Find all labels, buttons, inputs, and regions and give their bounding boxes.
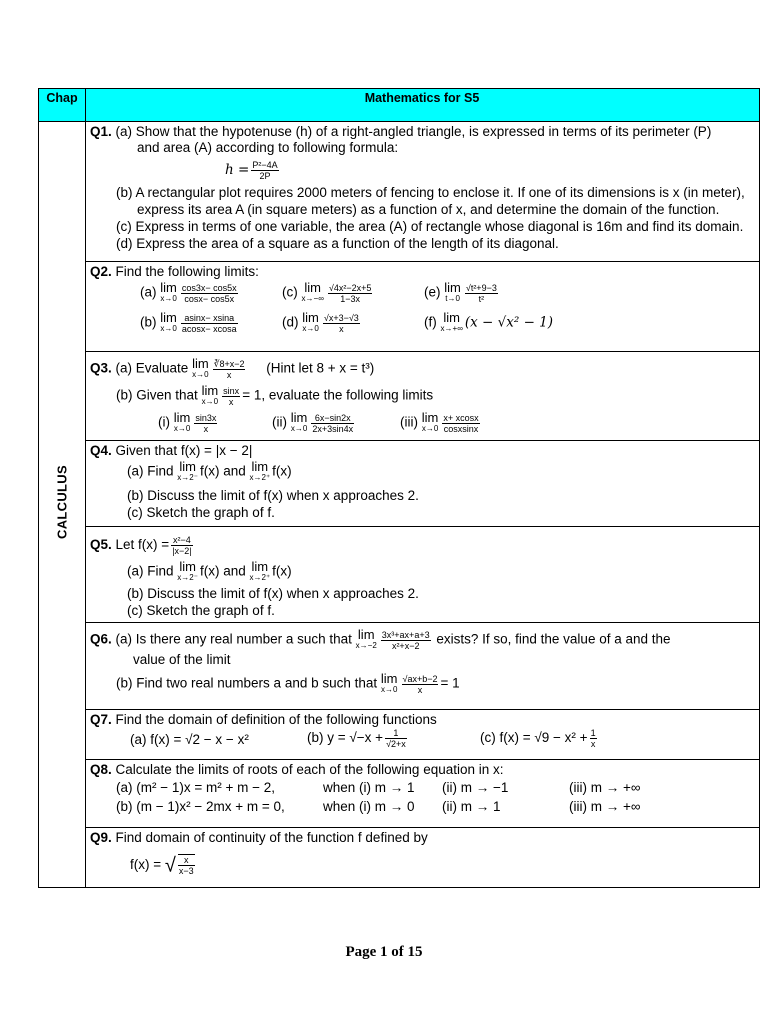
- q8-a-case-i: when (i) m → 1: [323, 780, 415, 795]
- question-q3: [85, 352, 759, 441]
- header-title: Mathematics for S5: [364, 91, 480, 105]
- q2-limit-e: (e) lim t→0 $\frac{\text{√t²+9−3}}{\text{t²}}$: [424, 280, 497, 304]
- q3-part-b: (b) Given that lim x→0 $\frac{\sin x}{x}$ = 1, evaluate the following limits: [116, 383, 434, 407]
- q7-function-b: (b) y = √−x + $\frac{1}{√2+x}$: [307, 728, 406, 749]
- q6-part-a2: value of the limit: [133, 652, 231, 667]
- q8-b-case-i: when (i) m → 0: [323, 799, 415, 814]
- q1-line-a1: Q1. (a) Show that the hypotenuse (h) of a right-angled triangle, is expressed in terms of its perimeter (P): [90, 124, 712, 139]
- q1-line-b1: (b) A rectangular plot requires 2000 meters of fencing to enclose it. If one of its dimensions is x (in meter),: [116, 185, 745, 200]
- q7-intro: Q7. Find the domain of definition of the following functions: [90, 712, 437, 727]
- q2-intro: Q2. Find the following limits:: [90, 264, 259, 279]
- question-q6: [85, 623, 759, 710]
- q4-part-a: (a) Find lim x→2⁻ f(x) and lim x→2⁺ f(x): [127, 459, 292, 482]
- page-footer: Page 1 of 15: [345, 944, 423, 960]
- question-q4: [85, 441, 759, 527]
- question-q8: [85, 760, 759, 828]
- q8-a-case-ii: (ii) m → −1: [442, 780, 509, 795]
- q8-b-case-ii: (ii) m → 1: [442, 799, 501, 814]
- q4-part-b: (b) Discuss the limit of f(x) when x approaches 2.: [127, 488, 419, 503]
- q8-a-case-iii: (iii) m → +∞: [569, 780, 641, 795]
- q1-formula: h = $\frac{\text{P²−4A}}{2P}$: [225, 159, 278, 181]
- q2-limit-a: (a) lim x→0 $\frac{\cos 3x- \cos 5x}{\cos x- \cos 5x}$: [140, 280, 237, 304]
- table-header: [39, 89, 759, 122]
- chapter-label: CALCULUS: [54, 465, 70, 539]
- q4-part-c: (c) Sketch the graph of f.: [127, 505, 275, 520]
- q2-limit-c: (c) lim x→−∞ $\frac{\text{√4x²−2x+5}}{1-3x}$: [282, 280, 372, 304]
- q9-function: f(x) = √ $\frac{x}{x-3}$: [130, 854, 194, 877]
- q8-equation-b: (b) (m − 1)x² − 2mx + m = 0,: [116, 799, 285, 814]
- q3-part-a: Q3. (a) Evaluate lim x→0 $\frac{∛8+x-2}{x}$ (Hint let 8 + x = t³): [90, 356, 375, 380]
- header-chap: Chap: [39, 89, 86, 121]
- q5-part-a: (a) Find lim x→2⁻ f(x) and lim x→2⁺ f(x): [127, 559, 292, 582]
- q7-function-a: (a) f(x) = √2 − x − x²: [130, 732, 249, 747]
- q5-intro: Q5. Let f(x) = $\frac{\text{x²−4}}{|x-2|}$: [90, 535, 192, 556]
- q3-limit-iii: (iii) lim x→0 $\frac{x+ xcosx}{\text{cosxsinx}}$: [400, 410, 479, 434]
- q9-intro: Q9. Find domain of continuity of the function f defined by: [90, 830, 428, 845]
- q3-limit-i: (i) lim x→0 $\frac{\sin 3x}{x}$: [158, 410, 217, 434]
- q2-limit-b: (b) lim x→0 $\frac{asinx- xsina}{acosx- xcosa}$: [140, 310, 237, 334]
- q3-limit-ii: (ii) lim x→0 $\frac{6x-\sin 2x}{2x+3\sin 4x}$: [272, 410, 354, 434]
- question-q9: [85, 828, 759, 889]
- question-q2: [85, 262, 759, 352]
- q6-part-b: (b) Find two real numbers a and b such that lim x→0 $\frac{√ax+b-2}{x}$ = 1: [116, 671, 460, 695]
- q2-limit-d: (d) lim x→0 $\frac{√x+3-√3}{x}$: [282, 310, 359, 334]
- question-q1: [85, 122, 759, 262]
- chapter-column: [39, 122, 86, 887]
- q5-part-b: (b) Discuss the limit of f(x) when x approaches 2.: [127, 586, 419, 601]
- q8-b-case-iii: (iii) m → +∞: [569, 799, 641, 814]
- q2-limit-f: (f) lim x→+∞ (x − √x² − 1): [424, 310, 554, 333]
- q1-line-c: (c) Express in terms of one variable, the area (A) of rectangle whose diagonal is 16m and find its domain.: [116, 219, 744, 234]
- q4-intro: Q4. Given that f(x) = |x − 2|: [90, 443, 253, 458]
- q1-line-a2: and area (A) according to following formula:: [137, 140, 399, 155]
- q8-equation-a: (a) (m² − 1)x = m² + m − 2,: [116, 780, 276, 795]
- worksheet-table: [38, 88, 760, 888]
- q6-part-a: Q6. (a) Is there any real number a such that lim x→−2 $\frac{\text{3x³+ax+a+3}}{\text{x²+x−2}}$ exists? If so, find the value of a and the: [90, 627, 671, 651]
- question-q7: [85, 710, 759, 760]
- q7-function-c: (c) f(x) = √9 − x² + $\frac{1}{x}$: [480, 728, 596, 749]
- q8-intro: Q8. Calculate the limits of roots of each of the following equation in x:: [90, 762, 504, 777]
- q1-line-d: (d) Express the area of a square as a function of the length of its diagonal.: [116, 236, 559, 251]
- q1-line-b2: express its area A (in square meters) as a function of x, and determine the domain of the function.: [137, 202, 720, 217]
- q5-part-c: (c) Sketch the graph of f.: [127, 603, 275, 618]
- question-q5: [85, 527, 759, 623]
